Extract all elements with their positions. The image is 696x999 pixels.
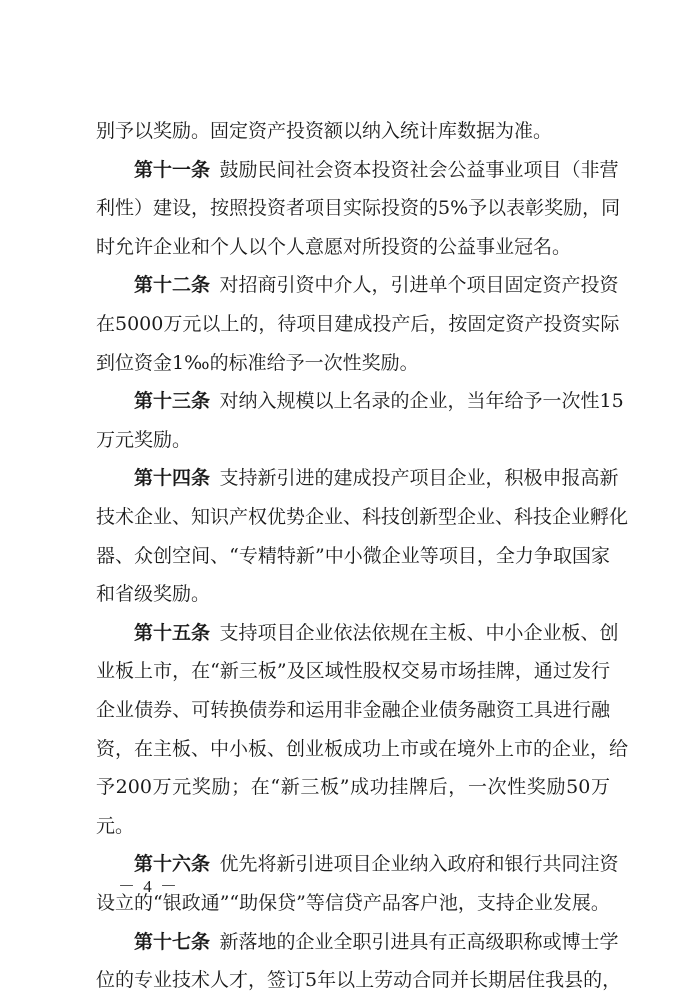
line-text: 支持项目企业依法依规在主板、中小企业板、创 xyxy=(219,621,619,644)
text-line xyxy=(96,730,629,768)
text-line xyxy=(96,691,610,729)
text-line xyxy=(134,382,624,420)
text-line xyxy=(96,961,622,999)
line-text: 新落地的企业全职引进具有正高级职称或博士学 xyxy=(219,930,619,953)
text-line xyxy=(96,768,610,806)
line-text: 器、众创空间、“专精特新”中小微企业等项目，全力争取国家 xyxy=(96,544,610,567)
line-text: 资，在主板、中小板、创业板成功上市或在境外上市的企业，给 xyxy=(96,737,629,760)
text-line xyxy=(134,266,619,304)
text-line xyxy=(96,305,620,343)
line-text: 技术企业、知识产权优势企业、科技创新型企业、科技企业孵化 xyxy=(96,506,629,528)
text-line xyxy=(96,112,610,150)
page-number: － 4 － xyxy=(118,877,179,896)
text-line xyxy=(134,151,619,189)
text-line xyxy=(96,421,610,459)
line-text: 对纳入规模以上名录的企业，当年给予一次性15 xyxy=(219,390,624,413)
article-number: 第十三条 xyxy=(134,390,211,413)
text-line xyxy=(134,845,619,883)
line-text: 在5000万元以上的，待项目建成投产后，按固定资产投资实际 xyxy=(96,313,620,335)
line-text: 鼓励民间社会资本投资社会公益事业项目（非营 xyxy=(219,158,619,181)
text-line xyxy=(96,537,610,575)
article-number: 第十二条 xyxy=(134,274,211,297)
line-text: 元。 xyxy=(96,814,135,837)
line-text: 予200万元奖励；在“新三板”成功挂牌后，一次性奖励50万 xyxy=(96,776,610,799)
article-number: 第十七条 xyxy=(134,930,211,953)
text-line xyxy=(96,652,610,690)
text-line xyxy=(96,228,610,266)
line-text: 业板上市，在“新三板”及区域性股权交易市场挂牌，通过发行 xyxy=(96,660,610,683)
article-number: 第十四条 xyxy=(134,467,211,490)
text-line xyxy=(96,344,610,382)
line-text: 别予以奖励。固定资产投资额以纳入统计库数据为准。 xyxy=(96,120,553,142)
text-line xyxy=(134,614,619,652)
article-number: 第十五条 xyxy=(134,621,211,644)
text-line xyxy=(96,807,610,845)
line-text: 万元奖励。 xyxy=(96,428,192,451)
line-text: 到位资金1‰的标准给予一次性奖励。 xyxy=(96,351,419,374)
line-text: 利性）建设，按照投资者项目实际投资的5%予以表彰奖励，同 xyxy=(96,197,621,220)
article-number: 第十一条 xyxy=(134,158,211,181)
text-line xyxy=(96,498,629,536)
line-text: 企业债券、可转换债券和运用非金融企业债务融资工具进行融 xyxy=(96,699,610,721)
line-text: 对招商引资中介人，引进单个项目固定资产投资 xyxy=(219,274,619,297)
line-text: 时允许企业和个人以个人意愿对所投资的公益事业冠名。 xyxy=(96,235,572,258)
line-text: 优先将新引进项目企业纳入政府和银行共同注资 xyxy=(219,853,619,876)
line-text: 支持新引进的建成投产项目企业，积极申报高新 xyxy=(219,467,619,490)
line-text: 位的专业技术人才，签订5年以上劳动合同并长期居住我县的， xyxy=(96,969,622,992)
text-line xyxy=(96,189,621,227)
line-text: 设立的“银政通”“助保贷”等信贷产品客户池，支持企业发展。 xyxy=(96,892,610,914)
text-line xyxy=(96,575,610,613)
text-line xyxy=(134,923,619,961)
line-text: 和省级奖励。 xyxy=(96,583,211,606)
text-line xyxy=(134,459,619,497)
article-number: 第十六条 xyxy=(134,853,211,876)
